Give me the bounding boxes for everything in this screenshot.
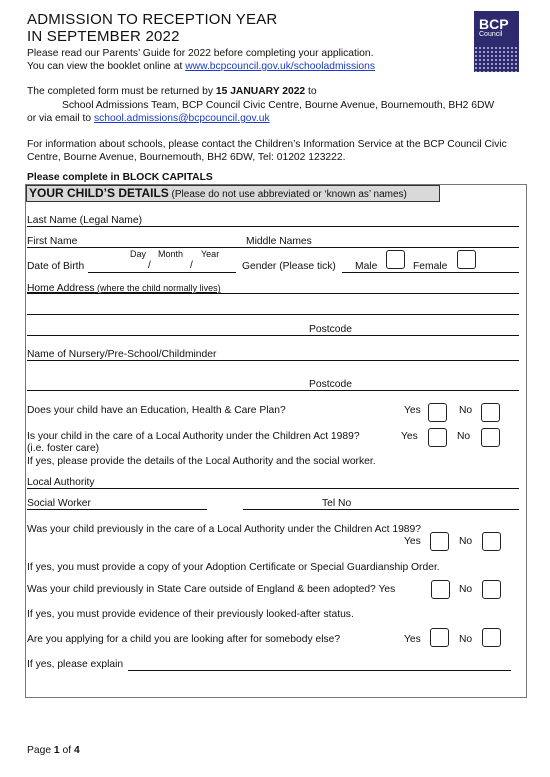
home-address-line-3[interactable]: [27, 335, 519, 336]
section-heading: YOUR CHILD’S DETAILS: [29, 186, 169, 200]
return-text: The completed form must be returned by: [27, 86, 216, 97]
local-authority-label: Local Authority: [27, 477, 95, 488]
state-care-no-checkbox[interactable]: [482, 580, 501, 599]
return-address: School Admissions Team, BCP Council Civic Centre, Bourne Avenue, Bournemouth, BH2 6DW: [62, 100, 495, 111]
footer-prefix: Page: [27, 745, 54, 756]
home-address-note: (where the child normally lives): [94, 283, 221, 293]
section-header: [26, 185, 440, 202]
email-link[interactable]: school.admissions@bcpcouncil.gov.uk: [93, 113, 270, 124]
state-care-text: Was your child previously in State Care outside of England & been adopted?: [27, 584, 376, 595]
gender-label: Gender (Please tick): [242, 261, 336, 272]
return-date: 15 JANUARY 2022: [215, 86, 306, 97]
looking-after-yes-label: Yes: [404, 634, 421, 645]
form-title-line2: IN SEPTEMBER 2022: [27, 28, 180, 45]
tel-no-label: Tel No: [322, 498, 352, 509]
dob-input-line[interactable]: [88, 272, 236, 273]
male-label: Male: [355, 261, 378, 272]
state-care-no-label: No: [459, 584, 473, 595]
bcp-council-logo: [474, 11, 519, 72]
looking-after-yes-checkbox[interactable]: [430, 628, 449, 647]
state-care-note: If yes, you must provide evidence of their previously looked-after status.: [27, 609, 354, 620]
home-address-text: Home Address: [27, 283, 95, 294]
explain-input-line[interactable]: [128, 670, 511, 671]
female-label: Female: [413, 261, 448, 272]
page-footer: [27, 745, 80, 756]
logo-sub: Council: [479, 31, 503, 38]
footer-page: 1: [53, 745, 60, 756]
intro-line-2: [27, 60, 375, 73]
looking-after-no-checkbox[interactable]: [482, 628, 501, 647]
dob-slash-1: /: [148, 260, 151, 271]
dob-label: Date of Birth: [27, 261, 85, 272]
block-bold: BLOCK CAPITALS: [122, 172, 213, 183]
info-line-1: For information about schools, please contact the Children’s Information Service at the BCP Council Civic: [27, 139, 507, 150]
la-care-yes-checkbox[interactable]: [428, 428, 447, 447]
tel-no-input-line[interactable]: [243, 509, 519, 510]
postcode-label-1: Postcode: [309, 324, 352, 335]
prev-care-yes-checkbox[interactable]: [430, 532, 449, 551]
looking-after-no-label: No: [459, 634, 473, 645]
middle-names-label: Middle Names: [246, 236, 312, 247]
ehcp-no-checkbox[interactable]: [481, 403, 500, 422]
first-name-label: First Name: [27, 236, 78, 247]
state-care-yes-label: Yes: [378, 584, 396, 595]
dob-year-label: Year: [201, 249, 220, 259]
la-care-yes-label: Yes: [401, 431, 418, 442]
block-capitals-note: [27, 171, 213, 184]
section-note: (Please do not use abbreviated or ‘known as’ names): [168, 189, 407, 200]
email-prefix: or via email to: [27, 113, 94, 124]
intro-line-2-text: You can view the booklet online at: [27, 61, 186, 72]
la-care-question: Is your child in the care of a Local Authority under the Children Act 1989?: [27, 431, 360, 442]
state-care-yes-checkbox[interactable]: [431, 580, 450, 599]
booklet-link[interactable]: www.bcpcouncil.gov.uk/schooladmissions: [185, 61, 376, 72]
looking-after-question: Are you applying for a child you are looking after for somebody else?: [27, 634, 341, 645]
info-line-2: Centre, Bourne Avenue, Bournemouth, BH2 6DW, Tel: 01202 123222.: [27, 152, 346, 163]
form-title-line1: ADMISSION TO RECEPTION YEAR: [27, 11, 278, 28]
ehcp-no-label: No: [459, 405, 473, 416]
nursery-label: Name of Nursery/Pre-School/Childminder: [27, 349, 217, 360]
home-address-line-2[interactable]: [27, 314, 519, 315]
prev-care-question: Was your child previously in the care of a Local Authority under the Children Act 1989?: [27, 524, 421, 535]
explain-label: If yes, please explain: [27, 659, 124, 670]
local-authority-input-line[interactable]: [27, 488, 519, 489]
intro-line-1: Please read our Parents’ Guide for 2022 before completing your application.: [27, 48, 374, 59]
last-name-label: Last Name (Legal Name): [27, 215, 143, 226]
la-care-no-label: No: [457, 431, 471, 442]
dob-month-label: Month: [158, 249, 184, 259]
la-care-example: (i.e. foster care): [27, 443, 100, 454]
nursery-input-line[interactable]: [27, 360, 519, 361]
dob-day-label: Day: [130, 249, 147, 259]
prev-care-no-label: No: [459, 536, 473, 547]
logo-name: BCP: [479, 16, 509, 32]
block-prefix: Please complete in: [27, 172, 123, 183]
female-checkbox[interactable]: [457, 250, 476, 269]
social-worker-label: Social Worker: [27, 498, 91, 509]
prev-care-no-checkbox[interactable]: [482, 532, 501, 551]
prev-care-note: If yes, you must provide a copy of your Adoption Certificate or Special Guardianship Order.: [27, 562, 440, 573]
ehcp-question: Does your child have an Education, Health & Care Plan?: [27, 405, 286, 416]
footer-total: 4: [73, 745, 80, 756]
postcode-label-2: Postcode: [309, 379, 352, 390]
male-checkbox[interactable]: [386, 250, 405, 269]
ehcp-yes-checkbox[interactable]: [428, 403, 447, 422]
social-worker-input-line[interactable]: [27, 509, 207, 510]
logo-dots-pattern: [474, 46, 519, 72]
home-address-line-1[interactable]: [27, 293, 519, 294]
la-care-details: If yes, please provide the details of the Local Authority and the social worker.: [27, 456, 376, 467]
state-care-question: [27, 584, 395, 596]
ehcp-yes-label: Yes: [404, 405, 421, 416]
return-line: [27, 85, 317, 98]
nursery-address-line[interactable]: [27, 390, 519, 391]
dob-slash-2: /: [190, 260, 193, 271]
la-care-no-checkbox[interactable]: [481, 428, 500, 447]
email-line: [27, 112, 270, 125]
footer-mid: of: [59, 745, 74, 756]
last-name-input-line[interactable]: [27, 226, 519, 227]
prev-care-yes-label: Yes: [404, 536, 421, 547]
return-suffix: to: [305, 86, 317, 97]
